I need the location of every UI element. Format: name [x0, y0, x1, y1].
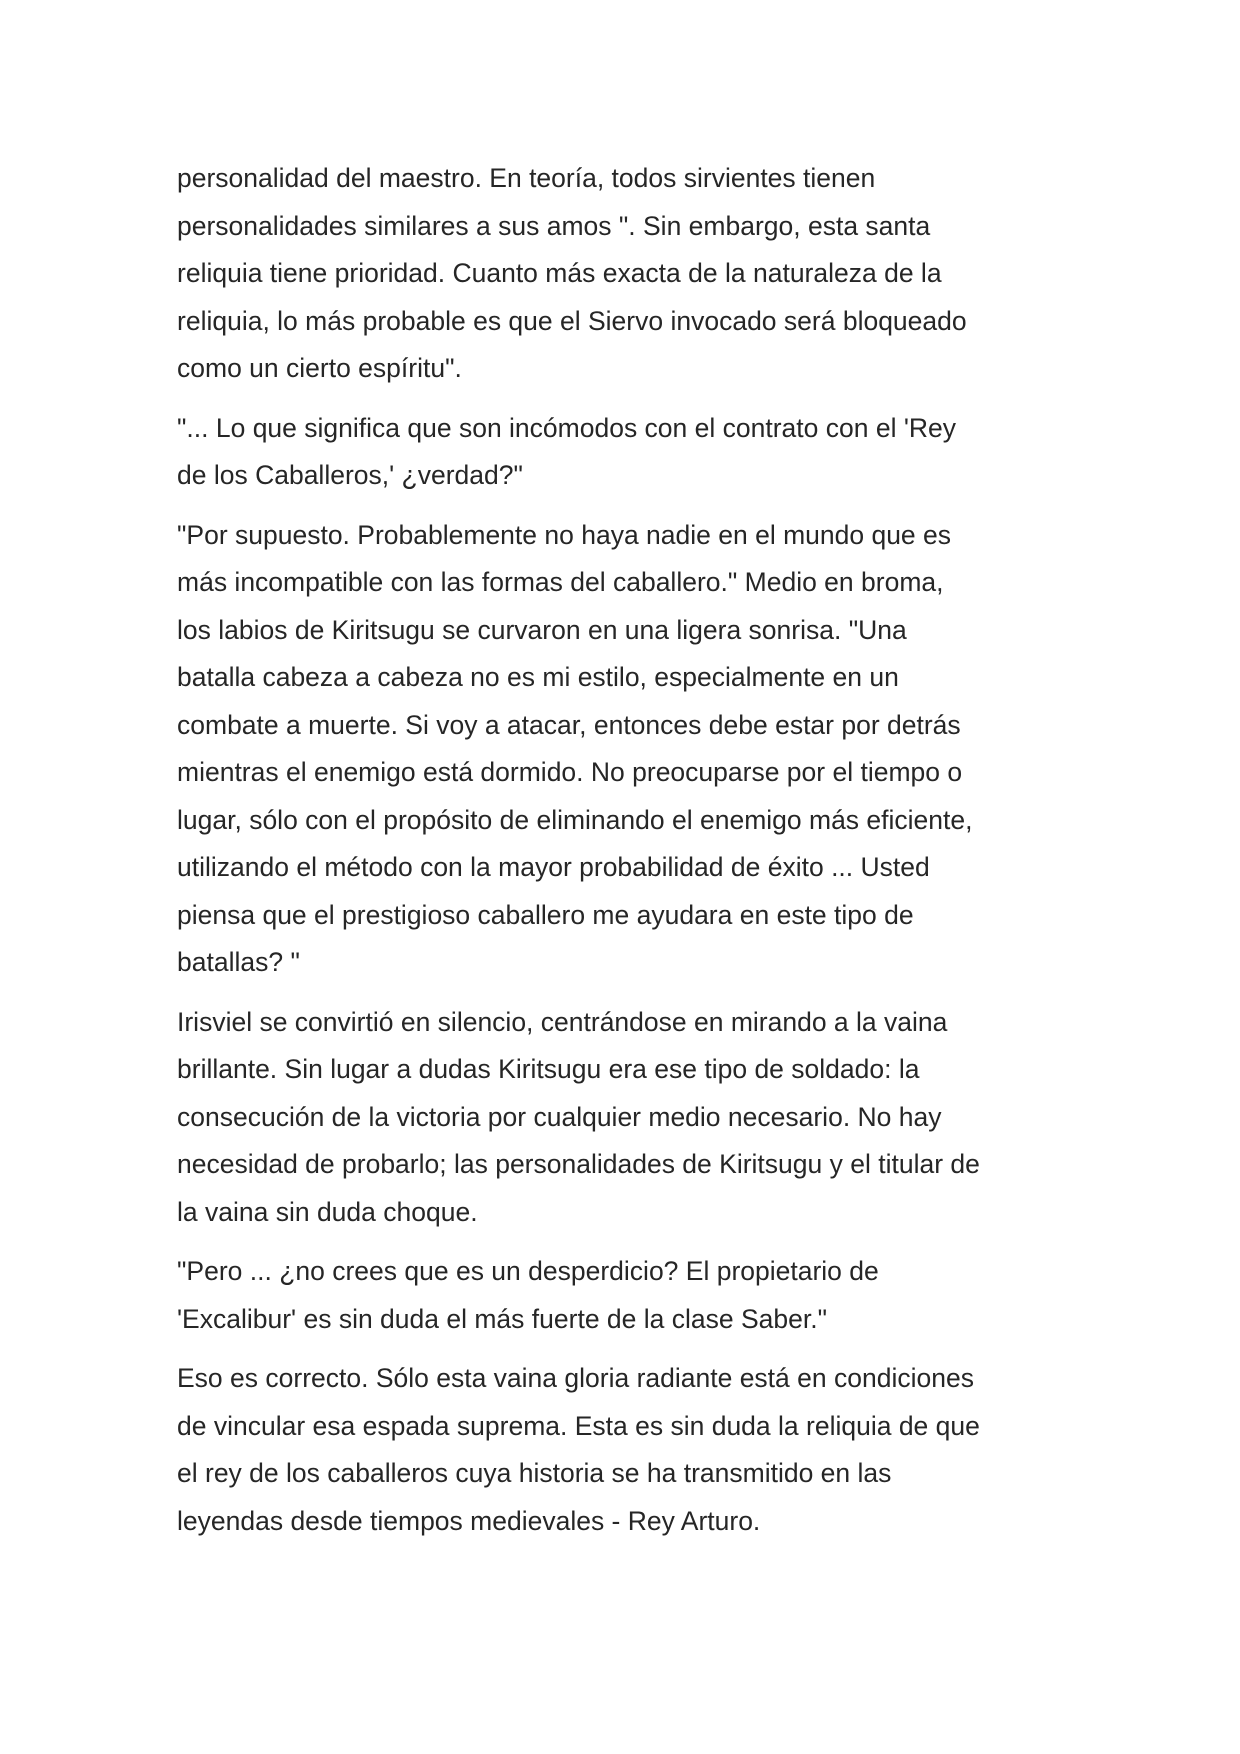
text-line: "Por supuesto. Probablemente no haya nadie en el mundo que es	[177, 519, 952, 550]
text-line: 'Excalibur' es sin duda el más fuerte de la clase Saber."	[177, 1303, 827, 1334]
text-line: batalla cabeza a cabeza no es mi estilo, especialmente en un	[177, 662, 899, 692]
text-line: "... Lo que significa que son incómodos con el contrato con el 'Rey	[177, 412, 957, 443]
text-line: "Pero ... ¿no crees que es un desperdicio? El propietario de	[177, 1256, 879, 1286]
text-line: personalidad del maestro. En teoría, todos sirvientes tienen	[177, 163, 876, 193]
text-line: personalidades similares a sus amos ". Sin embargo, esta santa	[177, 210, 931, 241]
text-line: de vincular esa espada suprema. Esta es sin duda la reliquia de que	[177, 1410, 980, 1441]
text-line: como un cierto espíritu".	[177, 353, 462, 383]
text-line: reliquia, lo más probable es que el Siervo invocado será bloqueado	[177, 305, 967, 336]
paragraph-1	[177, 155, 1077, 393]
text-line: necesidad de probarlo; las personalidades de Kiritsugu y el titular de	[177, 1149, 980, 1179]
text-line: mientras el enemigo está dormido. No preocuparse por el tiempo o	[177, 757, 963, 787]
text-line: utilizando el método con la mayor probabilidad de éxito ... Usted	[177, 852, 930, 882]
text-line: los labios de Kiritsugu se curvaron en una ligera sonrisa. "Una	[177, 614, 907, 645]
text-line: la vaina sin duda choque.	[177, 1196, 478, 1227]
text-line: consecución de la victoria por cualquier medio necesario. No hay	[177, 1101, 942, 1132]
paragraph-6	[177, 1355, 1077, 1545]
text-line: piensa que el prestigioso caballero me ayudara en este tipo de	[177, 899, 914, 930]
paragraph-4	[177, 999, 1077, 1237]
text-line: Irisviel se convirtió en silencio, centrándose en mirando a la vaina	[177, 1006, 948, 1037]
document-body	[177, 155, 1077, 1557]
text-line: leyendas desde tiempos medievales - Rey Arturo.	[177, 1505, 761, 1536]
text-line: de los Caballeros,' ¿verdad?"	[177, 460, 523, 490]
text-line: lugar, sólo con el propósito de eliminando el enemigo más eficiente,	[177, 804, 973, 835]
text-line: brillante. Sin lugar a dudas Kiritsugu era ese tipo de soldado: la	[177, 1054, 920, 1084]
text-line: más incompatible con las formas del caballero." Medio en broma,	[177, 567, 944, 597]
text-line: el rey de los caballeros cuya historia se ha transmitido en las	[177, 1458, 892, 1488]
text-line: reliquia tiene prioridad. Cuanto más exacta de la naturaleza de la	[177, 258, 942, 288]
paragraph-2	[177, 405, 1077, 500]
paragraph-3	[177, 512, 1077, 987]
text-line: Eso es correcto. Sólo esta vaina gloria radiante está en condiciones	[177, 1363, 974, 1393]
paragraph-5	[177, 1248, 1077, 1343]
text-line: batallas? "	[177, 947, 300, 977]
text-line: combate a muerte. Si voy a atacar, entonces debe estar por detrás	[177, 709, 961, 740]
